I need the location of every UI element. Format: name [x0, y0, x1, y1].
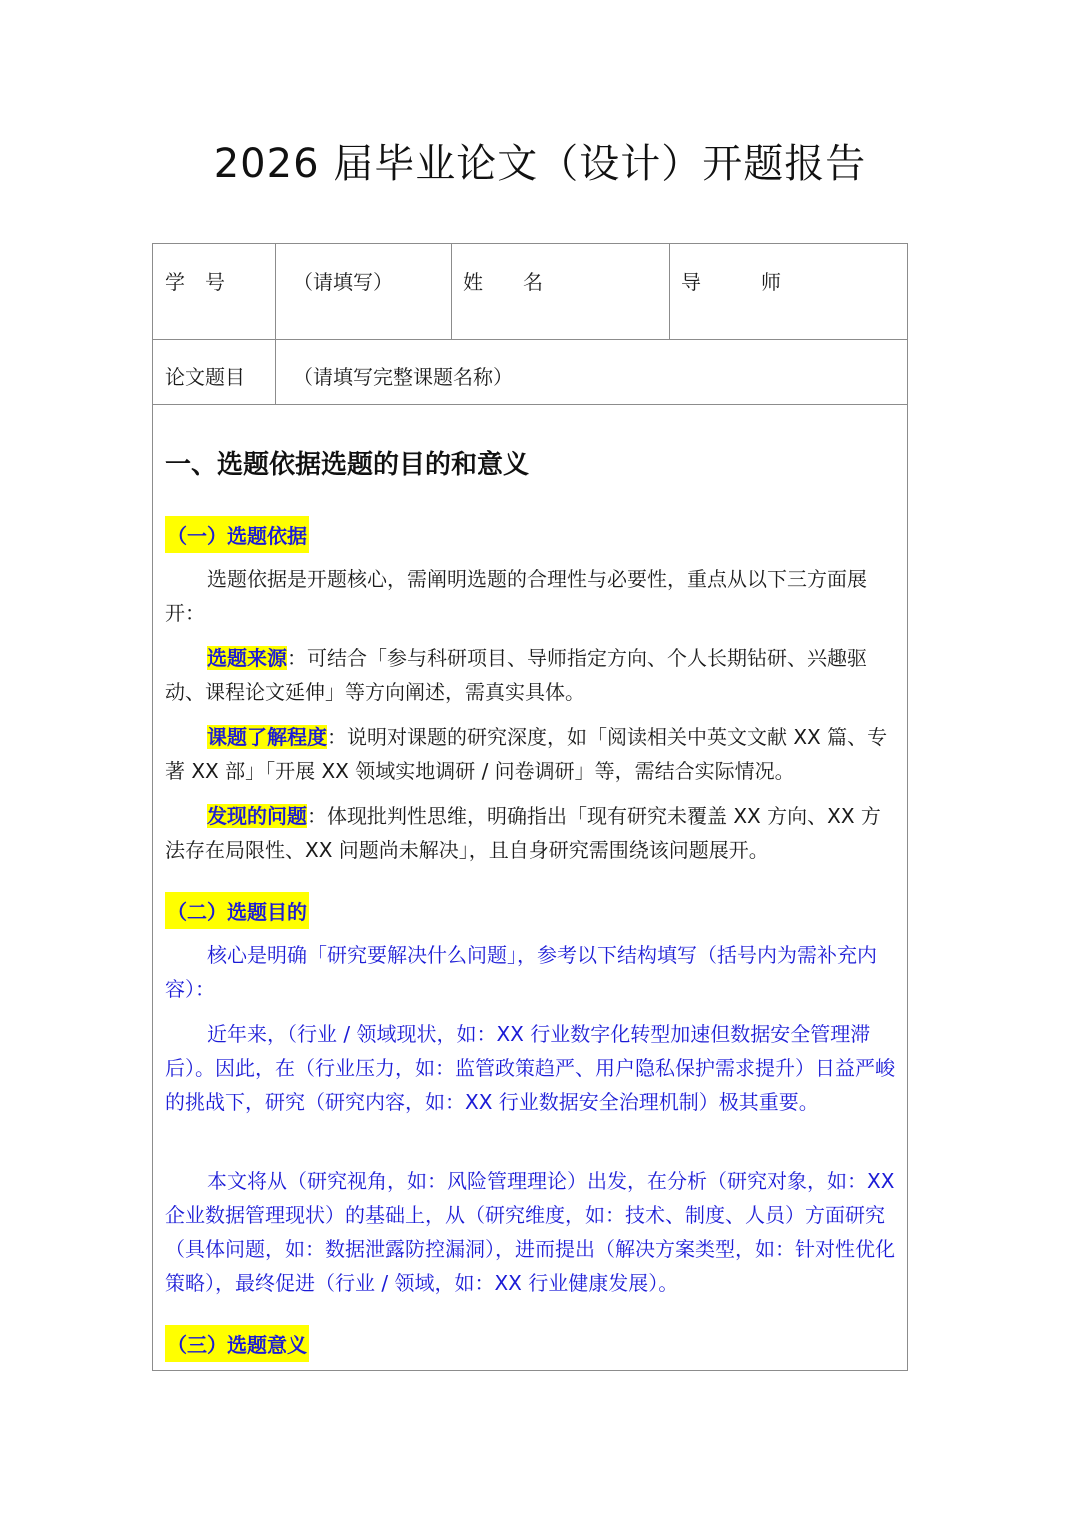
basis-intro: 选题依据是开题核心，需阐明选题的合理性与必要性，重点从以下三方面展开：: [165, 567, 867, 625]
section-heading: 一、选题依据选题的目的和意义: [165, 450, 530, 480]
row-divider: [153, 339, 907, 340]
purpose-paragraph-1: 近年来，（行业 / 领域现状，如：XX 行业数字化转型加速但数据安全管理滞后）。因此，在（行业压力，如：监管政策趋严、用户隐私保护需求提升）日益严峻的挑战下，研究（研究内容，如：XX 行业数据安全治理机制）极其重要。: [165, 1022, 895, 1114]
basis-item-understanding: 课题了解程度：说明对课题的研究深度，如「阅读相关中英文文献 XX 篇、专著 XX 部」「开展 XX 领域实地调研 / 问卷调研」等，需结合实际情况。: [165, 725, 888, 783]
purpose-intro: 核心是明确「研究要解决什么问题」，参考以下结构填写（括号内为需补充内容）：: [165, 943, 877, 1001]
keyword-highlight: 选题来源: [207, 646, 287, 670]
student-id-field[interactable]: （请填写）: [293, 270, 393, 294]
row-divider: [153, 404, 907, 405]
name-label: 姓 名: [463, 270, 543, 294]
basis-item-problem: 发现的问题：体现批判性思维，明确指出「现有研究未覆盖 XX 方向、XX 方法存在局限性、XX 问题尚未解决」，且自身研究需围绕该问题展开。: [165, 804, 881, 862]
subheading-significance: （三）选题意义: [165, 1325, 309, 1362]
keyword-highlight: 发现的问题: [207, 804, 307, 828]
advisor-label: 导 师: [681, 270, 781, 294]
purpose-paragraph-2: 本文将从（研究视角，如：风险管理理论）出发，在分析（研究对象，如：XX 企业数据管理现状）的基础上，从（研究维度，如：技术、制度、人员）方面研究（具体问题，如：数据泄露防控漏洞），进而提出（解决方案类型，如：针对性优化策略），最终促进（行业 / 领域，如：XX 行业健康发展）。: [165, 1169, 895, 1295]
thesis-title-label: 论文题目: [165, 365, 245, 389]
basis-item-source: 选题来源：可结合「参与科研项目、导师指定方向、个人长期钻研、兴趣驱动、课程论文延伸」等方向阐述，需真实具体。: [165, 646, 867, 704]
col-divider: [669, 244, 670, 339]
report-form: [152, 243, 908, 1371]
col-divider: [451, 244, 452, 339]
col-divider: [275, 244, 276, 404]
keyword-highlight: 课题了解程度: [207, 725, 327, 749]
subheading-purpose: （二）选题目的: [165, 892, 309, 929]
page-title: 2026 届毕业论文（设计）开题报告: [213, 141, 867, 187]
student-id-label: 学 号: [165, 270, 225, 294]
thesis-title-field[interactable]: （请填写完整课题名称）: [293, 365, 513, 389]
subheading-basis: （一）选题依据: [165, 516, 309, 553]
